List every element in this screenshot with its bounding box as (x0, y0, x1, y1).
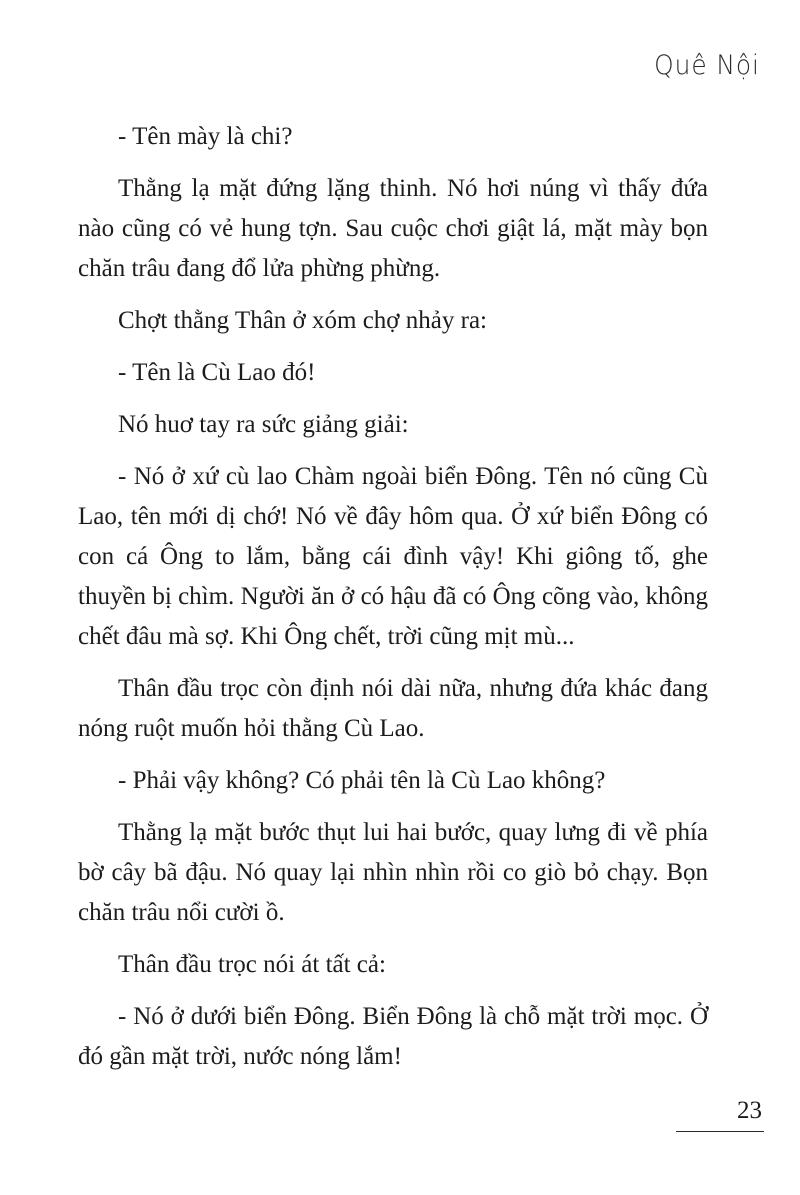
paragraph-6: - Nó ở xứ cù lao Chàm ngoài biển Đông. Tên nó cũng Cù Lao, tên mới dị chớ! Nó về đây hôm qua. Ở xứ biển Đông có con cá Ông to lắm, bằng cái đình vậy! Khi giông tố, ghe thuyền bị chìm. Người ăn ở có hậu đã có Ông cõng vào, không chết đâu mà sợ. Khi Ông chết, trời cũng mịt mù... (78, 463, 708, 650)
footer-rule (676, 1131, 764, 1132)
page-number: 23 (737, 1097, 762, 1124)
paragraph-2: Thằng lạ mặt đứng lặng thinh. Nó hơi núng vì thấy đứa nào cũng có vẻ hung tợn. Sau cuộc chơi giật lá, mặt mày bọn chăn trâu đang đổ lửa phừng phừng. (78, 175, 708, 282)
paragraph-3: Chợt thằng Thân ở xóm chợ nhảy ra: (118, 307, 487, 334)
paragraph-7: Thân đầu trọc còn định nói dài nữa, nhưng đứa khác đang nóng ruột muốn hỏi thằng Cù Lao. (78, 675, 708, 742)
paragraph-10: Thân đầu trọc nói át tất cả: (118, 951, 386, 978)
paragraph-4: - Tên là Cù Lao đó! (118, 359, 316, 386)
paragraph-5: Nó huơ tay ra sức giảng giải: (118, 411, 409, 438)
paragraph-1: - Tên mày là chi? (118, 123, 293, 150)
body-text (78, 117, 708, 1089)
paragraph-8: - Phải vậy không? Có phải tên là Cù Lao không? (118, 767, 606, 794)
paragraph-9: Thằng lạ mặt bước thụt lui hai bước, quay lưng đi về phía bờ cây bã đậu. Nó quay lại nhìn nhìn rồi co giò bỏ chạy. Bọn chăn trâu nổi cười ồ. (78, 819, 708, 926)
running-header-title: Quê Nội (654, 50, 760, 81)
paragraph-11: - Nó ở dưới biển Đông. Biển Đông là chỗ mặt trời mọc. Ở đó gần mặt trời, nước nóng lắm! (78, 1003, 708, 1070)
